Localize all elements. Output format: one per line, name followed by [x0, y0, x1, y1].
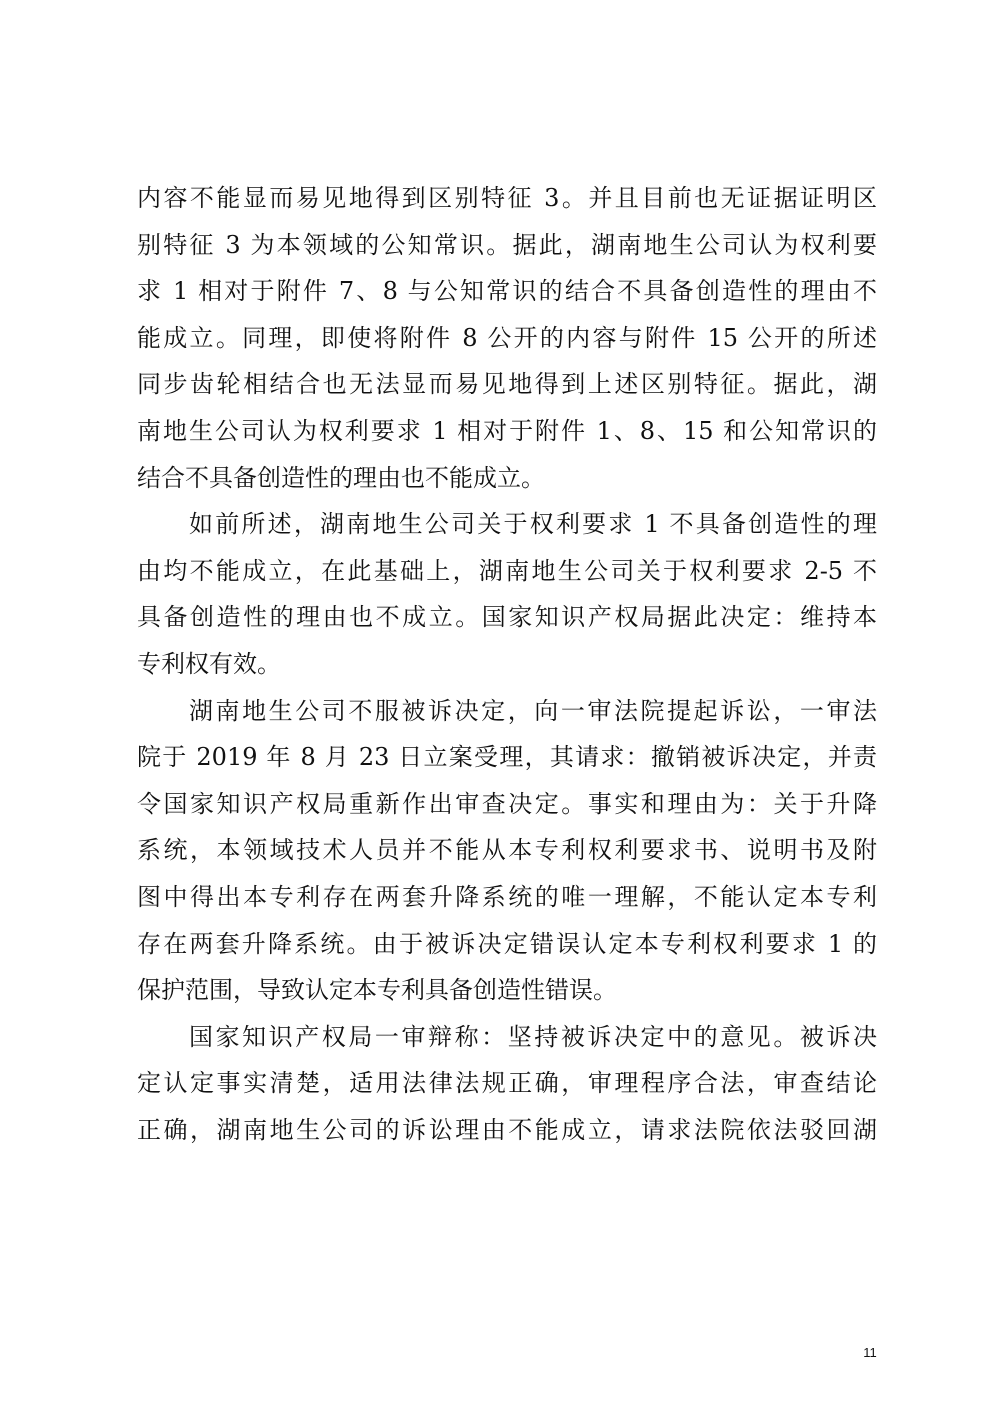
text-line: 定认定事实清楚，适用法律法规正确，审理程序合法，审查结论 [137, 1069, 877, 1098]
text-line: 南地生公司认为权利要求 1 相对于附件 1、8、15 和公知常识的 [137, 416, 877, 445]
text-line: 系统，本领域技术人员并不能从本专利权利要求书、说明书及附 [137, 836, 877, 865]
text-line: 国家知识产权局一审辩称：坚持被诉决定中的意见。被诉决 [189, 1022, 877, 1051]
text-line: 内容不能显而易见地得到区别特征 3。并且目前也无证据证明区 [137, 184, 877, 212]
page-number: 11 [863, 1345, 877, 1360]
text-line: 湖南地生公司不服被诉决定，向一审法院提起诉讼，一审法 [189, 696, 877, 725]
text-line: 如前所述，湖南地生公司关于权利要求 1 不具备创造性的理 [189, 510, 877, 539]
text-line: 别特征 3 为本领域的公知常识。据此，湖南地生公司认为权利要 [137, 230, 877, 259]
text-line: 正确，湖南地生公司的诉讼理由不能成立，请求法院依法驳回湖 [137, 1115, 877, 1144]
text-line: 院于 2019 年 8 月 23 日立案受理，其请求：撤销被诉决定，并责 [137, 743, 877, 772]
text-line: 能成立。同理，即使将附件 8 公开的内容与附件 15 公开的所述 [137, 323, 877, 352]
text-line: 保护范围，导致认定本专利具备创造性错误。 [137, 976, 617, 1005]
text-line: 具备创造性的理由也不成立。国家知识产权局据此决定：维持本 [137, 603, 877, 632]
text-line: 结合不具备创造性的理由也不能成立。 [137, 463, 545, 492]
text-line: 令国家知识产权局重新作出审查决定。事实和理由为：关于升降 [137, 789, 877, 818]
text-line: 求 1 相对于附件 7、8 与公知常识的结合不具备创造性的理由不 [137, 277, 877, 306]
text-line: 专利权有效。 [137, 649, 281, 678]
text-line: 同步齿轮相结合也无法显而易见地得到上述区别特征。据此，湖 [137, 370, 877, 399]
text-line: 由均不能成立，在此基础上，湖南地生公司关于权利要求 2-5 不 [137, 556, 877, 585]
text-line: 图中得出本专利存在两套升降系统的唯一理解，不能认定本专利 [137, 882, 877, 911]
text-line: 存在两套升降系统。由于被诉决定错误认定本专利权利要求 1 的 [137, 929, 877, 958]
body-text [137, 175, 877, 1153]
